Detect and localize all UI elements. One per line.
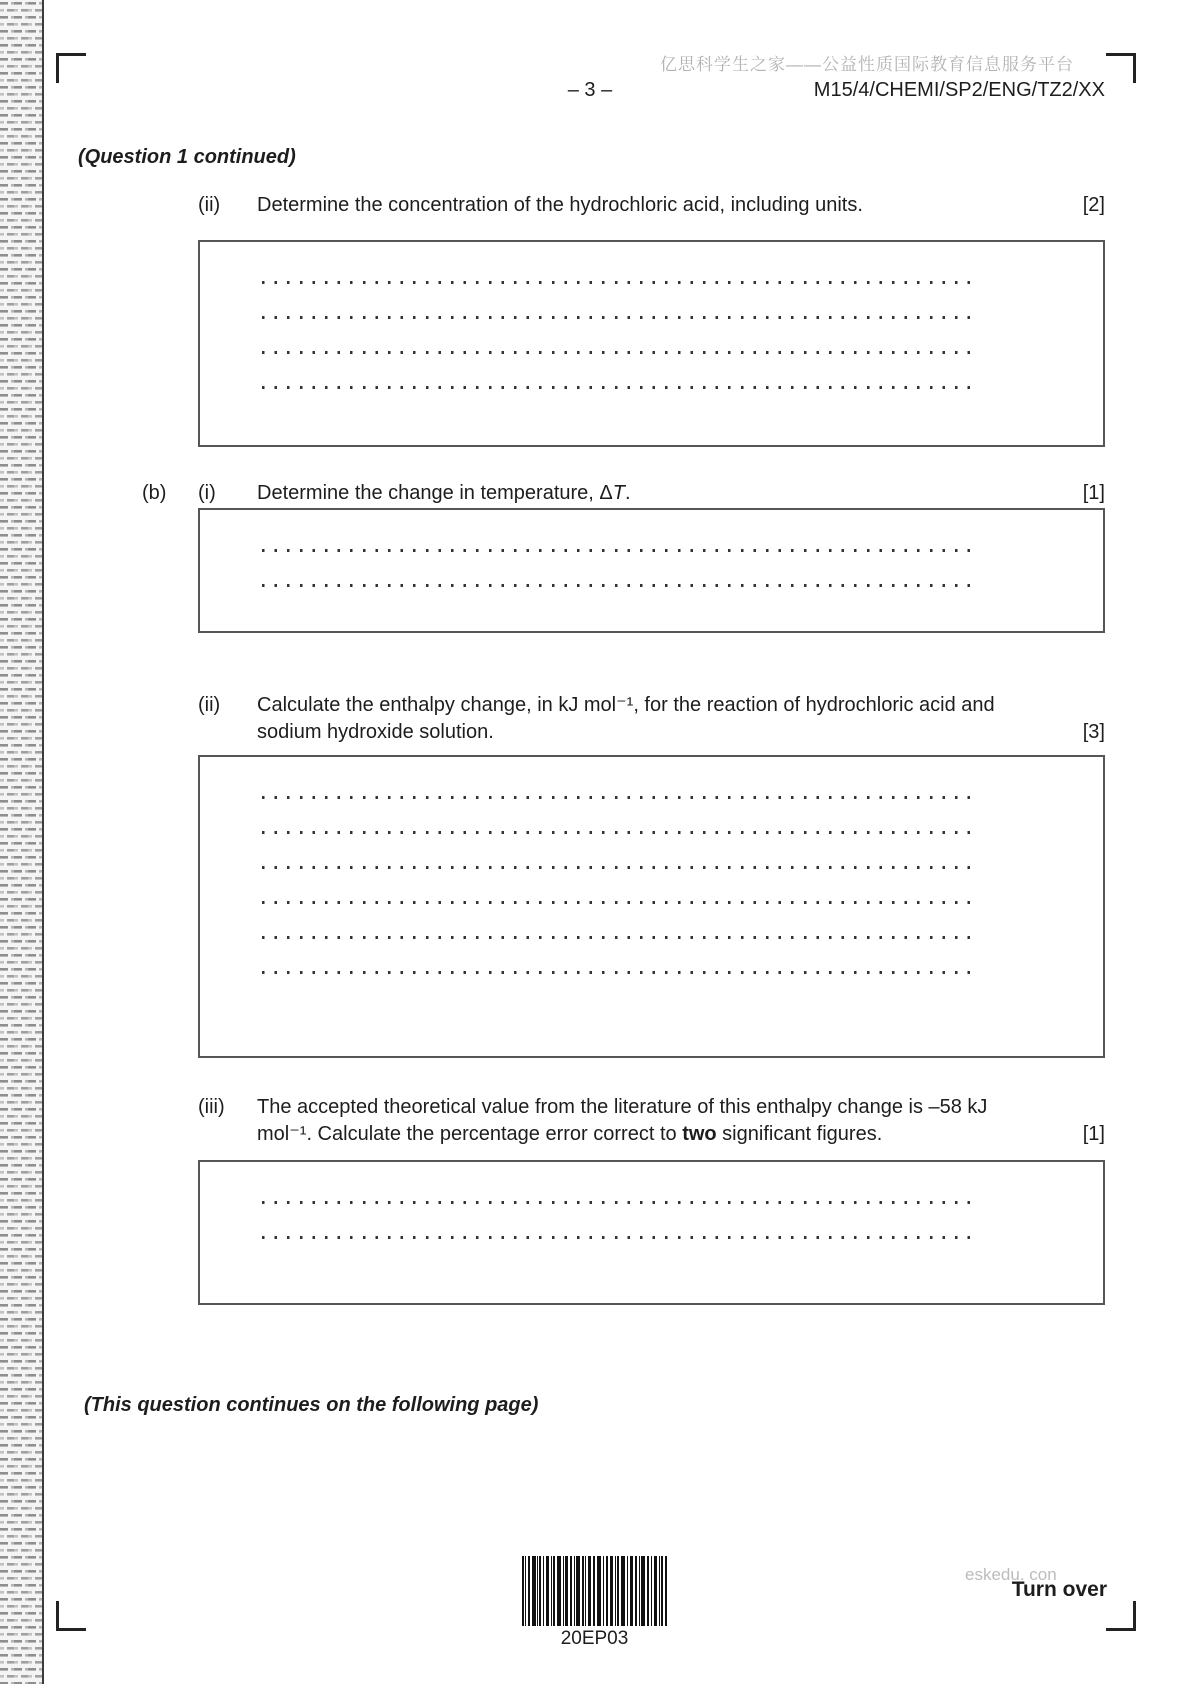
paper-code: M15/4/CHEMI/SP2/ENG/TZ2/XX [813,79,1105,101]
dotted-answer-line [262,281,977,284]
question-number: (i) [198,482,216,504]
barcode [522,1556,667,1626]
answer-box-b-ii [198,755,1105,1058]
marks-badge: [3] [1082,721,1105,743]
dotted-answer-line [262,1236,977,1239]
dotted-answer-line [262,936,977,939]
dotted-answer-line [262,901,977,904]
question-text-post: . [625,482,631,504]
dotted-answer-line [262,796,977,799]
emphasized-word: two [682,1123,717,1145]
marks-badge: [2] [1082,194,1105,216]
question-text-post: significant figures. [716,1123,883,1145]
barcode-label: 20EP03 [560,1628,629,1649]
dotted-answer-line [262,831,977,834]
dotted-answer-line [262,351,977,354]
question-text-pre: Determine the change in temperature, Δ [257,482,613,504]
dotted-answer-line [262,584,977,587]
binding-edge-texture [0,0,44,1684]
question-number: (ii) [198,194,221,216]
marks-badge: [1] [1082,1123,1105,1145]
continues-on-next-page-note: (This question continues on the following page) [84,1394,539,1416]
dotted-answer-line [262,971,977,974]
dotted-answer-line [262,386,977,389]
page-number: – 3 – [567,79,613,101]
part-label: (b) [142,482,167,504]
crop-mark-top-left [56,53,86,83]
variable-symbol: T [612,482,625,504]
answer-box-b-i [198,508,1105,633]
marks-badge: [1] [1082,482,1105,504]
question-text: Determine the concentration of the hydrochloric acid, including units. [257,194,863,216]
question-text: Calculate the enthalpy change, in kJ mol⁻¹, for the reaction of hydrochloric acid and sodium hydroxide solution. [257,694,995,743]
crop-mark-bottom-right [1106,1601,1136,1631]
question-number: (ii) [198,694,221,716]
dotted-answer-line [262,549,977,552]
question-text [257,1094,1037,1148]
dotted-answer-line [262,1201,977,1204]
turn-over-label: Turn over [1011,1578,1107,1601]
chinese-watermark: 亿思科学生之家——公益性质国际教育信息服务平台 [660,55,1074,74]
answer-box-a-ii [198,240,1105,447]
site-watermark: eskedu. con [965,1565,1057,1584]
dotted-answer-line [262,866,977,869]
crop-mark-bottom-left [56,1601,86,1631]
crop-mark-top-right [1106,53,1136,83]
question-continued-note: (Question 1 continued) [78,146,296,168]
question-number: (iii) [198,1096,225,1118]
dotted-answer-line [262,316,977,319]
question-text-pre: The accepted theoretical value from the literature of this enthalpy change is –58 kJ mol⁻¹. Calculate the percentage error correct to [257,1096,988,1145]
question-text [257,480,1037,507]
answer-box-b-iii [198,1160,1105,1305]
